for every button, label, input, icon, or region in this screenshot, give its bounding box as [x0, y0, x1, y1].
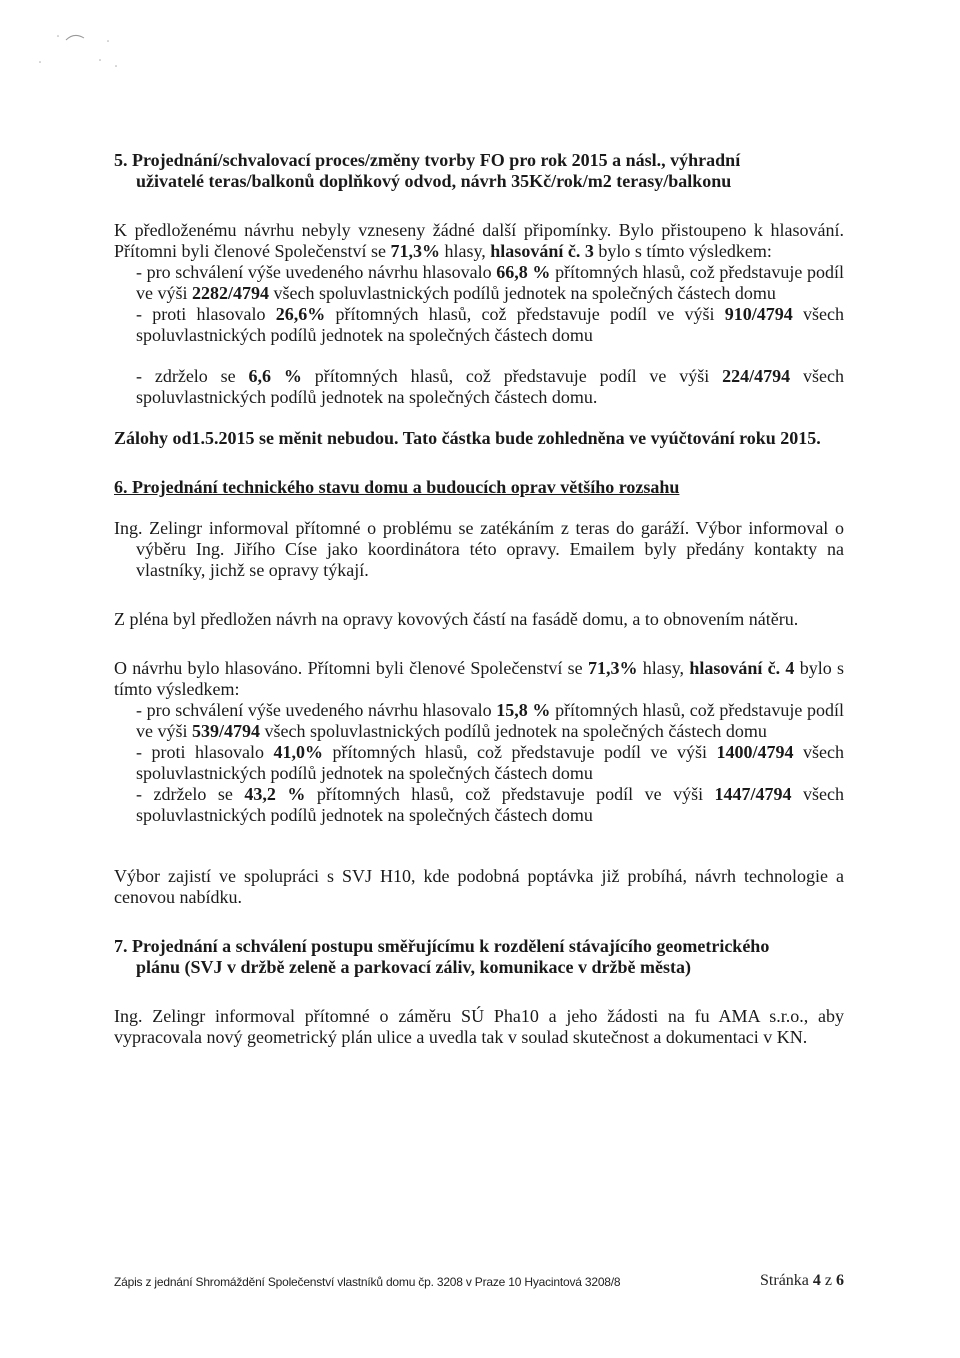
- section-7-heading: [114, 936, 844, 978]
- section-6-paragraph-2: Z pléna byl předložen návrh na opravy kovových částí na fasádě domu, a to obnovením nátěru.: [114, 609, 799, 629]
- footer-document-title: Zápis z jednání Shromáždění Společenství vlastníků domu čp. 3208 v Praze 10 Hyacintová 3208/8: [114, 1275, 621, 1289]
- vote-abstain-result: - zdrželo se 6,6 % přítomných hlasů, což představuje podíl ve výši 224/4794 všech spoluvlastnických podílů jednotek na společných částech domu.: [136, 366, 844, 407]
- vote-against-result: - proti hlasovalo 41,0% přítomných hlasů, což představuje podíl ve výši 1400/4794 všech spoluvlastnických podílů jednotek na společných částech domu: [136, 742, 844, 783]
- scan-artifact: [28, 26, 128, 76]
- vote-number: hlasování č. 4: [689, 658, 795, 678]
- vote-number: hlasování č. 3: [490, 241, 594, 261]
- section-6-paragraph-3: Výbor zajistí ve spolupráci s SVJ H10, kde podobná poptávka již probíhá, návrh technologie a cenovou nabídku.: [114, 866, 844, 907]
- section-6-vote-intro: O návrhu bylo hlasováno. Přítomni byli členové Společenství se 71,3% hlasy, hlasování č. 4 bylo s tímto výsledkem:: [114, 658, 844, 699]
- section-7-heading-line1: 7. Projednání a schválení postupu směřujícímu k rozdělení stávajícího geometrického: [114, 936, 770, 956]
- section-5-heading-line2: uživatelé teras/balkonů doplňkový odvod, návrh 35Kč/rok/m2 terasy/balkonu: [136, 171, 732, 191]
- section-6-heading: 6. Projednání technického stavu domu a budoucích oprav většího rozsahu: [114, 477, 680, 497]
- attendance-percent: 71,3%: [390, 241, 440, 261]
- section-5-intro: K předloženému návrhu nebyly vzneseny žádné další připomínky. Bylo přistoupeno k hlasování. Přítomni byli členové Společenství se 71,3% hlasy, hlasování č. 3 bylo s tímto výsledkem:: [114, 220, 844, 261]
- document-body: [114, 150, 844, 1048]
- section-6-paragraph-1: Ing. Zelingr informoval přítomné o problému se zatékáním z teras do garáží. Výbor informoval o výběru Ing. Jiřího Císe jako koordinátora této opravy. Emailem byly předány kontakty na vlastníky, jichž se opravy týkají.: [114, 518, 844, 580]
- section-7-paragraph-1: Ing. Zelingr informoval přítomné o záměru SÚ Pha10 a jeho žádosti na fu AMA s.r.o., aby vypracovala nový geometrický plán ulice a uvedla tak v soulad skutečnost a dokumentaci v KN.: [114, 1006, 844, 1047]
- attendance-percent: 71,3%: [587, 658, 638, 678]
- section-5-heading: [114, 150, 844, 192]
- section-7-heading-line2: plánu (SVJ v držbě zeleně a parkovací záliv, komunikace v držbě města): [136, 957, 691, 977]
- page-number: Stránka 4 z 6: [760, 1272, 844, 1289]
- vote-for-result: - pro schválení výše uvedeného návrhu hlasovalo 15,8 % přítomných hlasů, což představuje podíl ve výši 539/4794 všech spoluvlastnických podílů jednotek na společných částech domu: [136, 700, 845, 741]
- vote-abstain-result: - zdrželo se 43,2 % přítomných hlasů, což představuje podíl ve výši 1447/4794 všech spoluvlastnických podílů jednotek na společných částech domu: [136, 784, 845, 825]
- vote-for-result: - pro schválení výše uvedeného návrhu hlasovalo 66,8 % přítomných hlasů, což představuje podíl ve výši 2282/4794 všech spoluvlastnických podílů jednotek na společných částech domu: [136, 262, 845, 303]
- section-5-heading-line1: 5. Projednání/schvalovací proces/změny tvorby FO pro rok 2015 a násl., výhradní: [114, 150, 741, 170]
- vote-against-result: - proti hlasovalo 26,6% přítomných hlasů, což představuje podíl ve výši 910/4794 všech spoluvlastnických podílů jednotek na společných částech domu: [136, 304, 844, 345]
- section-5-conclusion: Zálohy od1.5.2015 se měnit nebudou. Tato částka bude zohledněna ve vyúčtování roku 2015.: [114, 428, 821, 448]
